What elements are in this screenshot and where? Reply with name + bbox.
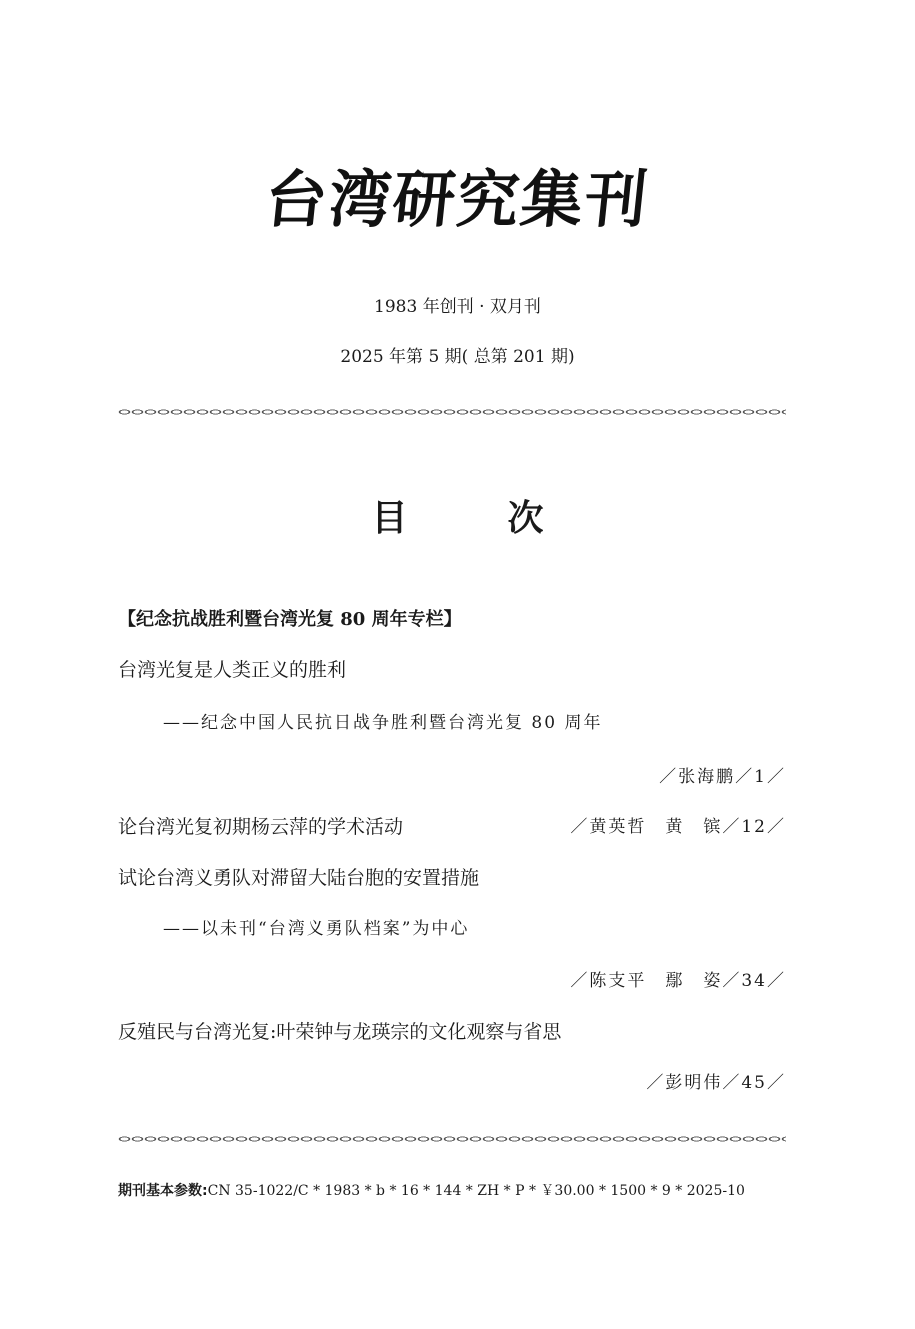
toc-heading	[0, 490, 915, 541]
journal-issue-line: 2025 年第 5 期( 总第 201 期)	[340, 347, 575, 367]
journal-parameters-values: CN 35-1022/C * 1983 * b * 16 * 144 * ZH * P * ￥30.00 * 1500 * 9 * 2025-10	[207, 1183, 745, 1199]
toc-entry-3-title[interactable]: 试论台湾义勇队对滞留大陆台胞的安置措施	[118, 867, 480, 889]
journal-masthead-title: 台湾研究集刊	[261, 163, 653, 236]
toc-entry-1-title[interactable]: 台湾光复是人类正义的胜利	[118, 659, 347, 681]
toc-entry-1-byline: ／张海鹏／1／	[659, 767, 786, 787]
toc-entry-4-byline: ／彭明伟／45／	[646, 1073, 786, 1093]
journal-parameters-label: 期刊基本参数:	[118, 1183, 208, 1199]
toc-entry-2-title[interactable]: 论台湾光复初期杨云萍的学术活动	[118, 816, 404, 838]
toc-heading-char-2: 次	[507, 498, 544, 539]
toc-entry-1-subtitle: ——纪念中国人民抗日战争胜利暨台湾光复 80 周年	[163, 713, 603, 733]
ornamental-divider-top	[118, 406, 786, 418]
toc-entry-3-byline: ／陈支平 鄢 姿／34／	[570, 971, 786, 991]
toc-heading-char-1: 目	[371, 498, 408, 539]
journal-founded-line: 1983 年创刊 · 双月刊	[374, 297, 541, 317]
toc-entry-2-byline: ／黄英哲 黄 镔／12／	[570, 817, 786, 837]
toc-section-heading: 【纪念抗战胜利暨台湾光复 80 周年专栏】	[118, 609, 462, 630]
ornamental-divider-bottom	[118, 1133, 786, 1145]
toc-entry-3-subtitle: ——以未刊“台湾义勇队档案”为中心	[163, 919, 470, 939]
toc-entry-4-title[interactable]: 反殖民与台湾光复:叶荣钟与龙瑛宗的文化观察与省思	[118, 1021, 562, 1043]
journal-parameters	[118, 1180, 745, 1200]
